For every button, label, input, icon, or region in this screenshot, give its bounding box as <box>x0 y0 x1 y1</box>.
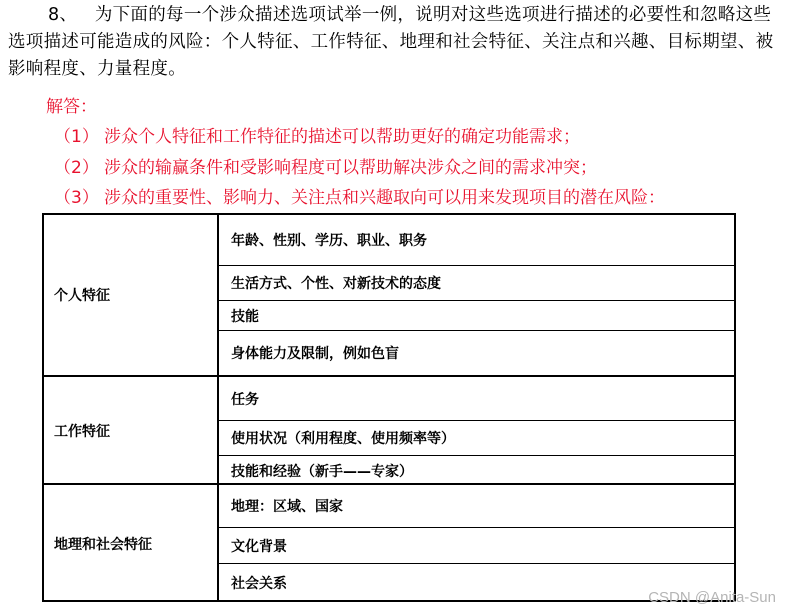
table-cell: 技能 <box>219 300 734 330</box>
table-cell: 年龄、性别、学历、职业、职务 <box>231 233 427 249</box>
table-cell: 使用状况（利用程度、使用频率等） <box>219 420 734 455</box>
answer-item <box>54 187 665 209</box>
category-cell: 工作特征 <box>44 377 219 485</box>
table-cell: 生活方式、个性、对新技术的态度 <box>219 265 734 300</box>
answer-text: 涉众个人特征和工作特征的描述可以帮助更好的确定功能需求； <box>104 127 580 147</box>
answer-index: （2） <box>54 158 99 178</box>
csdn-watermark: CSDN @Anita-Sun <box>648 589 776 606</box>
question-paragraph <box>8 2 783 83</box>
table-group-geo-social <box>44 483 734 602</box>
answer-label: 解答： <box>46 97 97 117</box>
table-cell: 社会关系 <box>219 563 734 602</box>
category-cell: 地理和社会特征 <box>44 485 219 602</box>
question-text: 为下面的每一个涉众描述选项试举一例，说明对这些选项进行描述的必要性和忽略这些选项描述可能造成的风险：个人特征、工作特征、地理和社会特征、关注点和兴趣、目标期望、被影响程度、力量程度。 <box>8 5 774 79</box>
table-cell: 文化背景 <box>219 527 734 563</box>
category-cell: 个人特征 <box>44 215 219 375</box>
answer-index: （3） <box>54 188 99 208</box>
table-cell: 地理：区域、国家 <box>231 499 343 515</box>
stakeholder-table <box>42 213 736 602</box>
table-group-personal <box>44 215 734 375</box>
question-number: 8、 <box>48 5 78 25</box>
answer-index: （1） <box>54 127 99 147</box>
table-cell: 技能和经验（新手——专家） <box>219 455 734 485</box>
answer-item <box>54 157 597 179</box>
table-cell: 身体能力及限制，例如色盲 <box>219 330 734 375</box>
answer-text: 涉众的输赢条件和受影响程度可以帮助解决涉众之间的需求冲突； <box>104 158 597 178</box>
table-cell: 任务 <box>231 391 259 408</box>
answer-text: 涉众的重要性、影响力、关注点和兴趣取向可以用来发现项目的潜在风险： <box>104 188 665 208</box>
table-group-work <box>44 375 734 485</box>
answer-item <box>54 126 580 148</box>
